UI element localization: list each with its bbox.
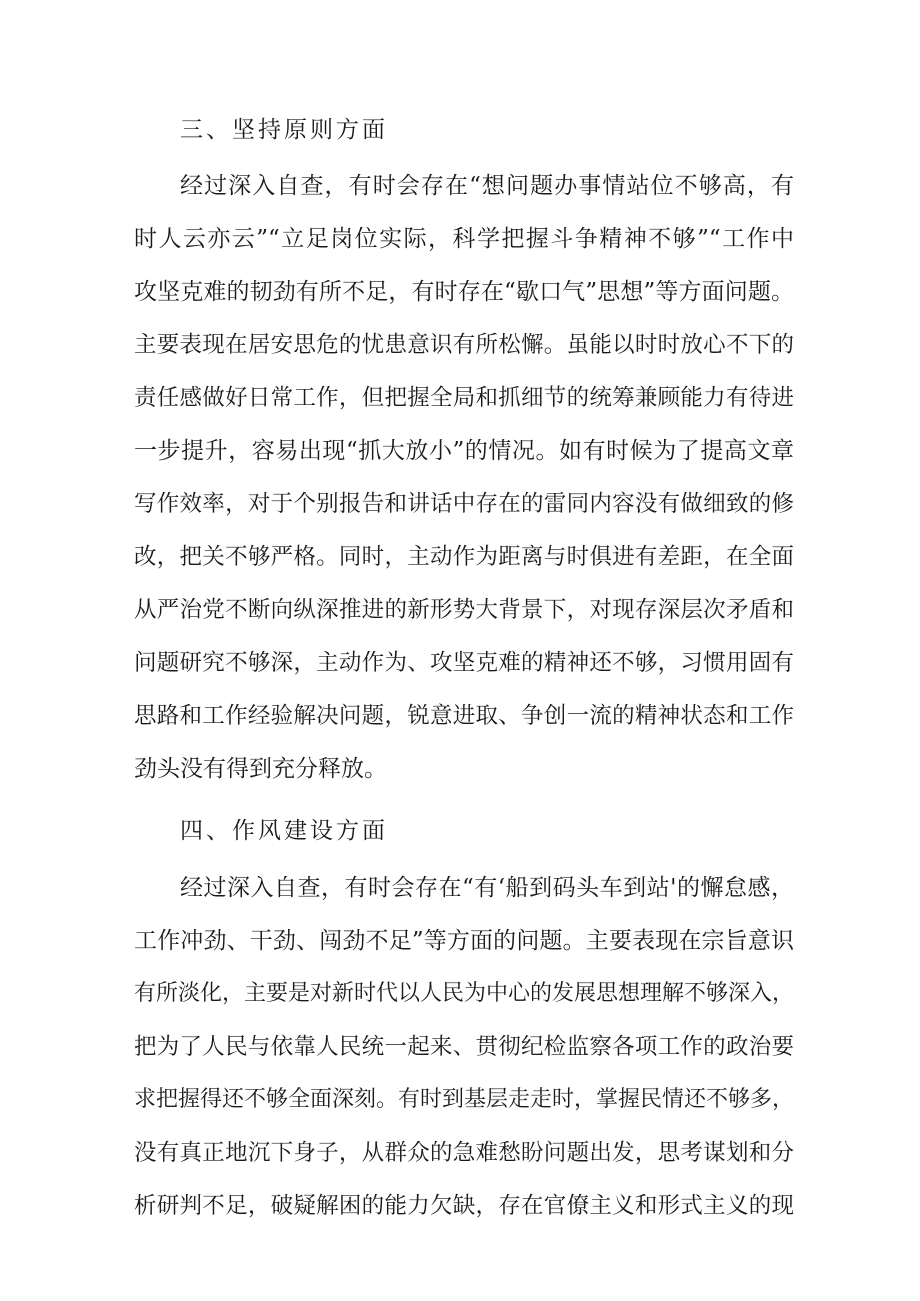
paragraph-line: 一步提升，容易出现“抓大放小”的情况。如有时候为了提高文章 [134,438,794,464]
paragraph-line: 写作效率，对于个别报告和讲话中存在的雷同内容没有做细致的修 [134,491,794,517]
paragraph-line: 求把握得还不够全面深刻。有时到基层走走时，掌握民情还不够多， [134,1087,795,1112]
paragraph-line: 思路和工作经验解决问题，锐意进取、争创一流的精神状态和工作 [134,703,794,729]
paragraph-line: 时人云亦云”“立足岗位实际，科学把握斗争精神不够”“工作中 [134,226,794,252]
paragraph-line: 把为了人民与依靠人民统一起来、贯彻纪检监察各项工作的政治要 [134,1034,794,1060]
section-heading-work-style: 四、作风建设方面 [180,818,388,844]
paragraph-line: 责任感做好日常工作，但把握全局和抓细节的统筹兼顾能力有待进 [134,385,794,411]
paragraph-line: 劲头没有得到充分释放。 [134,756,387,782]
section-heading-principles: 三、坚持原则方面 [180,117,388,143]
paragraph-line: 主要表现在居安思危的忧患意识有所松懈。虽能以时时放心不下的 [134,332,794,358]
paragraph-line: 经过深入自查，有时会存在“想问题办事情站位不够高，有 [180,173,794,199]
paragraph-line: 从严治党不断向纵深推进的新形势大背景下，对现存深层次矛盾和 [134,597,794,623]
paragraph-line: 攻坚克难的韧劲有所不足，有时存在“歇口气”思想”等方面问题。 [134,279,794,305]
paragraph-line: 问题研究不够深，主动作为、攻坚克难的精神还不够，习惯用固有 [134,650,794,676]
paragraph-line: 改，把关不够严格。同时，主动作为距离与时俱进有差距，在全面 [134,544,794,570]
paragraph-line: 有所淡化，主要是对新时代以人民为中心的发展思想理解不够深入， [134,981,795,1006]
paragraph-line: 析研判不足，破疑解困的能力欠缺，存在官僚主义和形式主义的现 [134,1193,794,1219]
paragraph-line: 没有真正地沉下身子，从群众的急难愁盼问题出发，思考谋划和分 [134,1140,794,1166]
paragraph-line: 经过深入自查，有时会存在“有‘船到码头车到站'的懈怠感， [180,875,794,901]
paragraph-line: 工作冲劲、干劲、闯劲不足”等方面的问题。主要表现在宗旨意识 [134,928,794,954]
